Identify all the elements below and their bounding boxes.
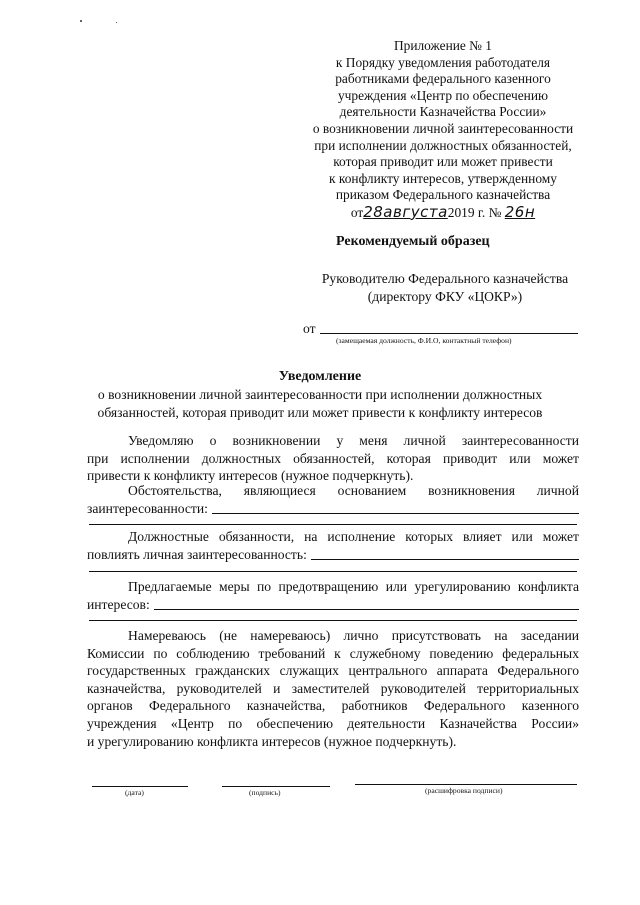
notice-subtitle-line: обязанностей, которая приводит или может привести к конфликту интересов <box>97 404 543 420</box>
signature-field-line[interactable] <box>222 786 330 787</box>
text-line: Уведомляю о возникновении у меня личной заинтересованности <box>128 433 579 448</box>
from-field-line[interactable] <box>320 333 578 334</box>
text-line: при исполнении должностных обязанностей, которая приводит или может <box>87 450 579 466</box>
appendix-line: к конфликту интересов, утвержденному <box>329 170 557 186</box>
paragraph-circumstances <box>87 482 579 517</box>
text-line: Намереваюсь (не намереваюсь) лично присутствовать на заседании <box>128 628 579 643</box>
text-line: государственных гражданских служащих центрального аппарата Федерального <box>87 663 579 679</box>
date-caption: (дата) <box>125 788 144 797</box>
text-line: Обстоятельства, являющиеся основанием возникновения личной <box>128 483 579 498</box>
appendix-line: Приложение № 1 <box>393 38 493 53</box>
handwritten-date: 28августа <box>363 202 448 221</box>
appendix-line: к Порядку уведомления работодателя <box>335 54 551 70</box>
paragraph-commission <box>87 627 579 750</box>
text-line: органов Федерального казначейства, работников Федерального казенного <box>87 698 579 714</box>
appendix-line: деятельности Казначейства России» <box>339 104 547 120</box>
from-prefix: от <box>303 321 316 336</box>
addressee-line: Руководителю Федерального казначейства <box>321 271 569 286</box>
text-line: привести к конфликту интересов (нужное подчеркнуть). <box>87 468 414 484</box>
paragraph-notification <box>87 432 579 485</box>
handwritten-number: 26н <box>504 202 536 221</box>
order-year: 2019 <box>447 204 475 220</box>
notice-title: Уведомление <box>278 369 362 384</box>
date-prefix: от <box>350 204 364 220</box>
appendix-line: о возникновении личной заинтересованности <box>312 120 574 136</box>
appendix-line: которая приводит или может привести <box>333 154 553 170</box>
appendix-line: приказом Федерального казначейства <box>335 187 551 203</box>
circumstances-row <box>87 500 579 518</box>
date-field-line[interactable] <box>92 786 188 787</box>
appendix-line: при исполнении должностных обязанностей, <box>314 137 572 153</box>
scan-speck <box>80 20 82 22</box>
measures-row <box>87 596 579 614</box>
blank-line[interactable] <box>89 571 577 572</box>
signature-decode-caption: (расшифровка подписи) <box>425 786 503 795</box>
blank-line[interactable] <box>89 620 577 621</box>
notice-subtitle <box>60 386 580 421</box>
text-line: повлиять личная заинтересованность: <box>87 546 307 562</box>
blank-line[interactable] <box>89 524 577 525</box>
paragraph-duties <box>87 528 579 563</box>
duties-row <box>87 546 579 564</box>
measures-field-line[interactable] <box>154 596 579 611</box>
paragraph-measures <box>87 578 579 613</box>
text-line: и урегулированию конфликта интересов (нужное подчеркнуть). <box>87 733 457 749</box>
text-line: Предлагаемые меры по предотвращению или урегулированию конфликта <box>128 579 579 594</box>
text-line: Комиссии по соблюдению требований к служебному поведению федеральных <box>87 645 579 661</box>
duties-field-line[interactable] <box>311 546 579 561</box>
text-line: учреждения «Центр по обеспечению деятельности Казначейства России» <box>87 715 579 731</box>
text-line: заинтересованности: <box>87 500 208 516</box>
order-date-number <box>290 204 596 222</box>
addressee-line: (директору ФКУ «ЦОКР») <box>367 288 523 304</box>
appendix-header <box>290 38 596 222</box>
signature-caption: (подпись) <box>249 788 281 797</box>
text-line: интересов: <box>87 596 150 612</box>
addressee <box>300 270 590 305</box>
signature-decode-field-line[interactable] <box>355 784 577 785</box>
sample-label: Рекомендуемый образец <box>336 234 490 249</box>
text-line: Должностные обязанности, на исполнение которых влияет или может <box>128 529 579 544</box>
notice-subtitle-line: о возникновении личной заинтересованности при исполнении должностных <box>97 387 543 402</box>
circumstances-field-line[interactable] <box>212 500 579 515</box>
order-number-prefix: г. № <box>477 204 502 220</box>
appendix-line: работниками федерального казенного <box>335 71 551 87</box>
text-line: казначейства, руководителей и заместителей руководителей территориальных <box>87 680 579 696</box>
from-caption: (замещаемая должность, Ф.И.О, контактный телефон) <box>336 336 512 345</box>
scan-speck <box>116 22 117 23</box>
appendix-line: учреждения «Центр по обеспечению <box>337 87 548 103</box>
